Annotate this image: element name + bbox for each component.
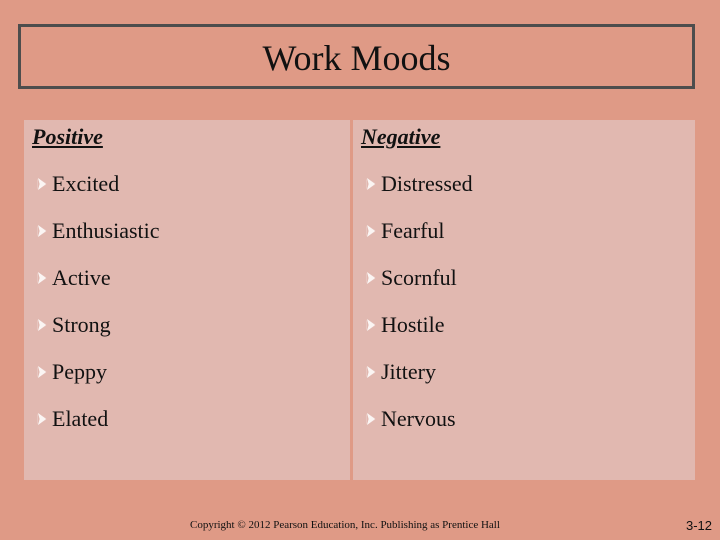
positive-heading: Positive bbox=[32, 124, 103, 149]
bullet-icon bbox=[361, 217, 381, 245]
bullet-icon bbox=[361, 264, 381, 292]
negative-list bbox=[361, 170, 473, 452]
list-item bbox=[32, 358, 160, 405]
bullet-icon bbox=[32, 358, 52, 386]
copyright-footer: Copyright © 2012 Pearson Education, Inc. Publishing as Prentice Hall bbox=[190, 519, 500, 531]
list-item bbox=[32, 405, 160, 452]
title-box bbox=[18, 24, 695, 89]
bullet-icon bbox=[32, 405, 52, 433]
bullet-icon bbox=[361, 358, 381, 386]
item-label: Strong bbox=[52, 312, 111, 337]
positive-list bbox=[32, 170, 160, 452]
list-item bbox=[32, 170, 160, 217]
list-item bbox=[361, 311, 473, 358]
item-label: Fearful bbox=[381, 218, 445, 243]
item-label: Enthusiastic bbox=[52, 218, 160, 243]
list-item bbox=[361, 405, 473, 452]
list-item bbox=[361, 264, 473, 311]
item-label: Distressed bbox=[381, 171, 473, 196]
list-item bbox=[361, 358, 473, 405]
bullet-icon bbox=[361, 311, 381, 339]
negative-column bbox=[353, 120, 695, 480]
bullet-icon bbox=[32, 170, 52, 198]
list-item bbox=[32, 311, 160, 358]
item-label: Excited bbox=[52, 171, 120, 196]
item-label: Active bbox=[52, 265, 111, 290]
list-item bbox=[361, 170, 473, 217]
negative-heading: Negative bbox=[361, 124, 441, 149]
list-item bbox=[32, 217, 160, 264]
bullet-icon bbox=[361, 170, 381, 198]
page-number: 3-12 bbox=[685, 518, 712, 533]
bullet-icon bbox=[32, 217, 52, 245]
item-label: Nervous bbox=[381, 406, 456, 431]
item-label: Peppy bbox=[52, 359, 107, 384]
list-item bbox=[361, 217, 473, 264]
positive-column bbox=[24, 120, 350, 480]
item-label: Hostile bbox=[381, 312, 445, 337]
bullet-icon bbox=[361, 405, 381, 433]
list-item bbox=[32, 264, 160, 311]
bullet-icon bbox=[32, 311, 52, 339]
item-label: Jittery bbox=[381, 359, 436, 384]
slide-title: Work Moods bbox=[262, 37, 451, 78]
item-label: Elated bbox=[52, 406, 109, 431]
item-label: Scornful bbox=[381, 265, 457, 290]
bullet-icon bbox=[32, 264, 52, 292]
